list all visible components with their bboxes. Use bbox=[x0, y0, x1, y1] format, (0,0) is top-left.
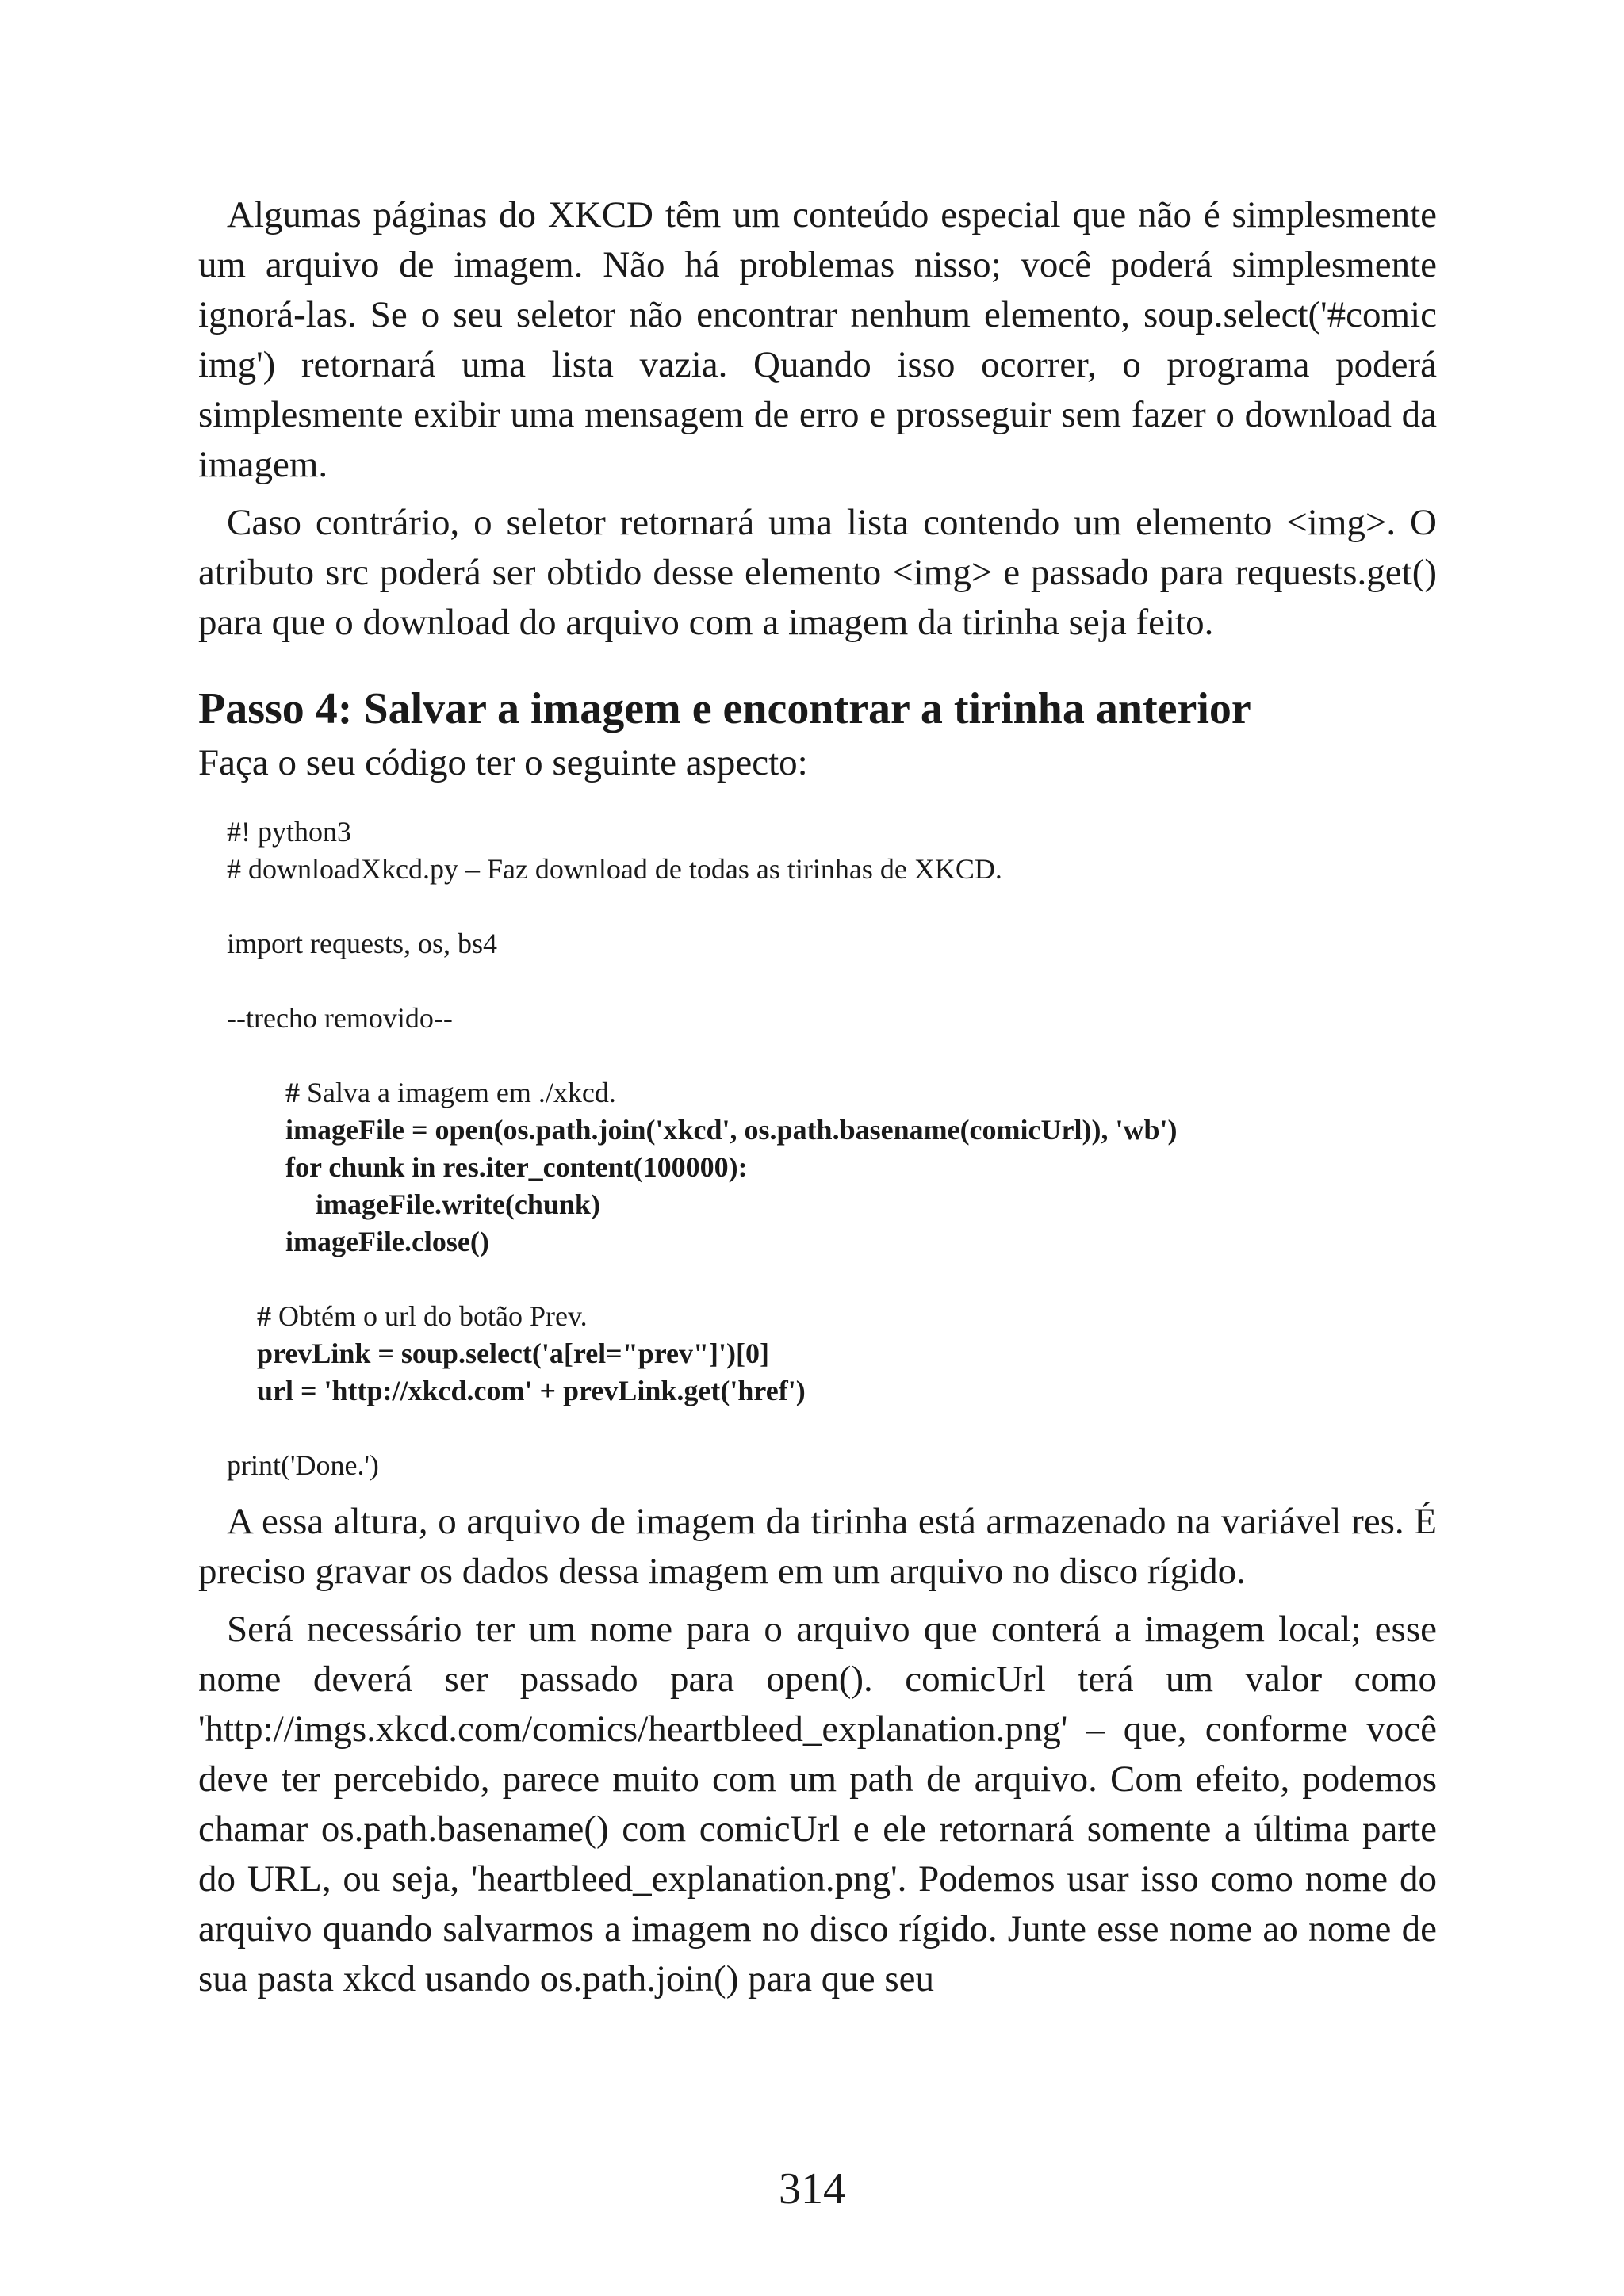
code-line: --trecho removido-- bbox=[227, 1002, 453, 1034]
code-line: print('Done.') bbox=[227, 1449, 379, 1481]
section-heading: Passo 4: Salvar a imagem e encontrar a tirinha anterior bbox=[198, 684, 1251, 733]
body-paragraph: Algumas páginas do XKCD têm um conteúdo especial que não é simplesmente um arquivo de imagem. Não há problemas nisso; você poderá simplesmente ignorá-las. Se o seu seletor não encontrar nenhum elemento, soup.select('#comic img') retornará uma lista vazia. Quando isso ocorrer, o programa poderá simplesmente exibir uma mensagem de erro e prosseguir sem fazer o download da imagem. bbox=[198, 194, 1437, 485]
code-blank-line bbox=[227, 1037, 1437, 1074]
code-line-bold: url = 'http://xkcd.com' + prevLink.get('href') bbox=[257, 1375, 806, 1406]
page-content bbox=[198, 190, 1437, 2012]
code-blank-line bbox=[227, 962, 1437, 1000]
body-paragraph: A essa altura, o arquivo de imagem da tirinha está armazenado na variável res. É preciso gravar os dados dessa imagem em um arquivo no disco rígido. bbox=[198, 1501, 1437, 1592]
code-line-bold: for chunk in res.iter_content(100000): bbox=[285, 1151, 748, 1183]
body-paragraph: Será necessário ter um nome para o arquivo que conterá a imagem local; esse nome deverá ser passado para open(). comicUrl terá um valor como 'http://imgs.xkcd.com/comics/heartbleed_explanation.png' – que, conforme você deve ter percebido, parece muito com um path de arquivo. Com efeito, podemos chamar os.path.basename() com comicUrl e ele retornará somente a última parte do URL, ou seja, 'heartbleed_explanation.png'. Podemos usar isso como nome do arquivo quando salvarmos a imagem no disco rígido. Junte esse nome ao nome de sua pasta xkcd usando os.path.join() para que seu bbox=[198, 1609, 1437, 1999]
comment-hash: # bbox=[285, 1077, 300, 1108]
comment-hash: # bbox=[257, 1300, 271, 1332]
code-comment-line bbox=[227, 1298, 1437, 1335]
code-listing bbox=[227, 813, 1437, 1484]
body-paragraph: Caso contrário, o seletor retornará uma lista contendo um elemento <img>. O atributo src poderá ser obtido desse elemento <img> e passado para requests.get() para que o download do arquivo com a imagem da tirinha seja feito. bbox=[198, 502, 1437, 643]
code-line-bold: prevLink = soup.select('a[rel="prev"]')[0] bbox=[257, 1337, 769, 1369]
comment-text: Salva a imagem em ./xkcd. bbox=[300, 1077, 616, 1108]
code-line-bold: imageFile.write(chunk) bbox=[316, 1188, 600, 1220]
code-blank-line bbox=[227, 1410, 1437, 1447]
code-line: # downloadXkcd.py – Faz download de todas as tirinhas de XKCD. bbox=[227, 853, 1002, 885]
intro-text: Faça o seu código ter o seguinte aspecto: bbox=[198, 742, 808, 783]
page-number: 314 bbox=[779, 2164, 845, 2214]
code-blank-line bbox=[227, 888, 1437, 925]
code-blank-line bbox=[227, 1261, 1437, 1298]
code-comment-line bbox=[227, 1074, 1437, 1112]
code-line: import requests, os, bs4 bbox=[227, 928, 497, 959]
code-line-bold: imageFile.close() bbox=[285, 1226, 489, 1257]
comment-text: Obtém o url do botão Prev. bbox=[271, 1300, 588, 1332]
code-line-bold: imageFile = open(os.path.join('xkcd', os.path.basename(comicUrl)), 'wb') bbox=[285, 1114, 1178, 1146]
code-line: #! python3 bbox=[227, 816, 351, 848]
